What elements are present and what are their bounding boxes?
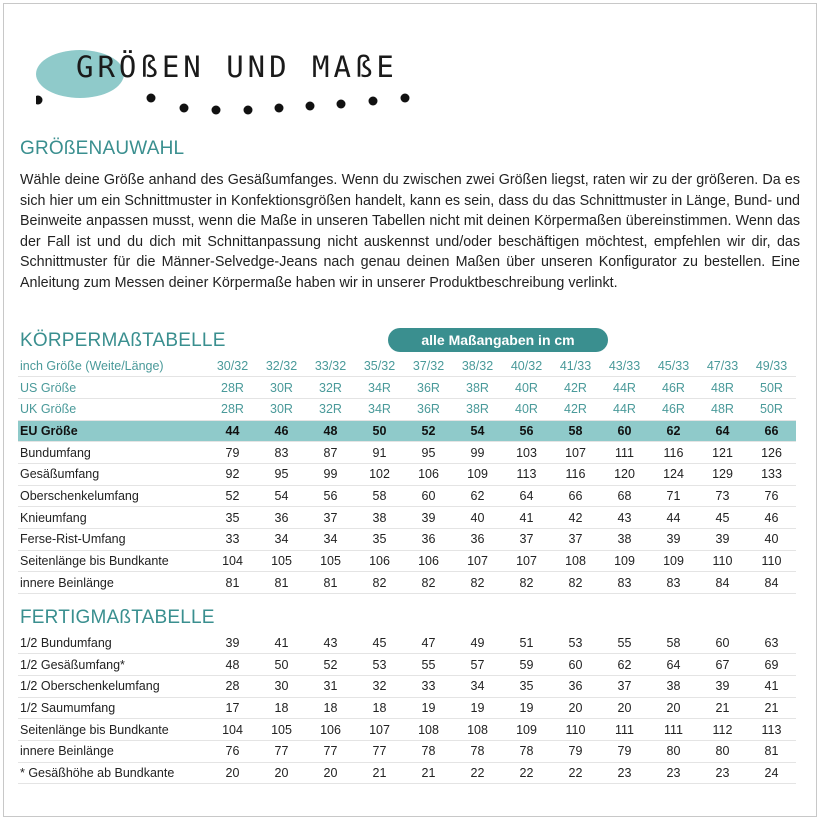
table-cell: 99 [306, 463, 355, 485]
table-cell: 40R [502, 398, 551, 420]
table-cell: 106 [306, 719, 355, 741]
table-cell: 108 [551, 550, 600, 572]
table-cell: 79 [600, 740, 649, 762]
table-cell: 60 [404, 485, 453, 507]
table-cell: 38R [453, 398, 502, 420]
row-label: innere Beinlänge [18, 740, 208, 762]
table-cell: 95 [257, 463, 306, 485]
table-cell: 77 [355, 740, 404, 762]
table-cell: 62 [453, 485, 502, 507]
table-row [18, 485, 796, 507]
table-cell: 60 [600, 420, 649, 442]
body-measurements-table [18, 355, 796, 594]
units-badge: alle Maßangaben in cm [388, 328, 608, 352]
table-cell: 59 [502, 654, 551, 676]
table-cell: 112 [698, 719, 747, 741]
table-cell: 83 [649, 572, 698, 594]
table-row [18, 719, 796, 741]
table-cell: 52 [404, 420, 453, 442]
table-cell: 109 [453, 463, 502, 485]
table-cell: 107 [355, 719, 404, 741]
table-cell: 56 [502, 420, 551, 442]
table-cell: 36 [257, 507, 306, 529]
table-row [18, 572, 796, 594]
table-cell: 39 [404, 507, 453, 529]
table-cell: 31 [306, 675, 355, 697]
table-cell: 30 [257, 675, 306, 697]
table-cell: 40 [453, 507, 502, 529]
table-cell: 68 [600, 485, 649, 507]
table-row [18, 420, 796, 442]
table-cell: 24 [747, 762, 796, 784]
sizing-paragraph: Wähle deine Größe anhand des Gesäßumfanges. Wenn du zwischen zwei Größen liegst, raten wir zu der größeren. Da es sich hier um ein Schnittmuster in Konfektionsgrößen handelt, kann es sein, dass du das Schnittmuster in Länge, Bund- und Beinweite anpassen musst, wenn die Maße in unseren Tabellen nicht mit deinen Körpermaßen übereinstimmen. Wenn das der Fall ist und du dich mit Schnittanpassung nicht auskennst und/oder beschäftigen möchtest, empfehlen wir dir, das Schnittmuster für die Männer-Selvedge-Jeans nach genau deinen Maßen über unseren Konfigurator zu bestellen. Eine Anleitung zum Messen deiner Körpermaße haben wir in unserer Produktbeschreibung verlinkt. [20, 172, 800, 291]
table-cell: 84 [747, 572, 796, 594]
table-cell: 30/32 [208, 355, 257, 377]
table-cell: 34R [355, 398, 404, 420]
row-label: EU Größe [18, 420, 208, 442]
table-cell: 48 [208, 654, 257, 676]
table-cell: 106 [404, 550, 453, 572]
table-cell: 76 [208, 740, 257, 762]
table-cell: 48R [698, 398, 747, 420]
table-cell: 37 [306, 507, 355, 529]
table-cell: 102 [355, 463, 404, 485]
table-row [18, 507, 796, 529]
table-cell: 80 [649, 740, 698, 762]
table-cell: 54 [453, 420, 502, 442]
table-cell: 71 [649, 485, 698, 507]
table-cell: 56 [306, 485, 355, 507]
table-cell: 78 [404, 740, 453, 762]
table-cell: 82 [551, 572, 600, 594]
table-cell: 28 [208, 675, 257, 697]
table-cell: 58 [355, 485, 404, 507]
table-cell: 36R [404, 377, 453, 399]
table-cell: 106 [404, 463, 453, 485]
table-cell: 20 [257, 762, 306, 784]
table-cell: 39 [698, 675, 747, 697]
dot-wave-decoration [36, 38, 416, 118]
table-cell: 80 [698, 740, 747, 762]
table-cell: 39 [649, 529, 698, 551]
table-cell: 50 [257, 654, 306, 676]
table-cell: 129 [698, 463, 747, 485]
table-cell: 36R [404, 398, 453, 420]
table-cell: 40 [747, 529, 796, 551]
table-cell: 52 [208, 485, 257, 507]
row-label: Knieumfang [18, 507, 208, 529]
table-cell: 83 [600, 572, 649, 594]
table-cell: 34 [453, 675, 502, 697]
table-cell: 109 [600, 550, 649, 572]
table-cell: 32/32 [257, 355, 306, 377]
row-label: innere Beinlänge [18, 572, 208, 594]
table-cell: 45 [698, 507, 747, 529]
table-cell: 104 [208, 719, 257, 741]
table-cell: 22 [453, 762, 502, 784]
table-cell: 22 [551, 762, 600, 784]
table-cell: 62 [649, 420, 698, 442]
table-cell: 78 [453, 740, 502, 762]
table-cell: 41/33 [551, 355, 600, 377]
table-cell: 42R [551, 377, 600, 399]
table-cell: 50R [747, 377, 796, 399]
table-cell: 32 [355, 675, 404, 697]
table-cell: 52 [306, 654, 355, 676]
table-cell: 41 [502, 507, 551, 529]
table-cell: 21 [404, 762, 453, 784]
table-cell: 38 [649, 675, 698, 697]
table-cell: 19 [404, 697, 453, 719]
table-cell: 23 [698, 762, 747, 784]
table-cell: 107 [502, 550, 551, 572]
table-cell: 113 [747, 719, 796, 741]
table-cell: 49/33 [747, 355, 796, 377]
table-cell: 99 [453, 442, 502, 464]
table-cell: 77 [306, 740, 355, 762]
table-cell: 92 [208, 463, 257, 485]
table-cell: 110 [698, 550, 747, 572]
table-cell: 21 [698, 697, 747, 719]
table-cell: 33/32 [306, 355, 355, 377]
table-cell: 110 [551, 719, 600, 741]
row-label: Seitenlänge bis Bundkante [18, 550, 208, 572]
table-cell: 44R [600, 377, 649, 399]
table-cell: 48R [698, 377, 747, 399]
table-cell: 64 [502, 485, 551, 507]
table-cell: 62 [600, 654, 649, 676]
table-cell: 55 [600, 632, 649, 654]
table-cell: 78 [502, 740, 551, 762]
table-cell: 40/32 [502, 355, 551, 377]
table-cell: 108 [453, 719, 502, 741]
table-cell: 21 [355, 762, 404, 784]
table-cell: 32R [306, 398, 355, 420]
row-label: 1/2 Bundumfang [18, 632, 208, 654]
table-cell: 39 [208, 632, 257, 654]
table-cell: 20 [306, 762, 355, 784]
row-label: 1/2 Oberschenkelumfang [18, 675, 208, 697]
row-label: * Gesäßhöhe ab Bundkante [18, 762, 208, 784]
table-cell: 48 [306, 420, 355, 442]
table-cell: 105 [257, 719, 306, 741]
table-cell: 21 [747, 697, 796, 719]
table-cell: 108 [404, 719, 453, 741]
table-cell: 82 [355, 572, 404, 594]
table-cell: 33 [208, 529, 257, 551]
table-cell: 41 [747, 675, 796, 697]
table-cell: 39 [698, 529, 747, 551]
table-cell: 33 [404, 675, 453, 697]
table-cell: 18 [306, 697, 355, 719]
table-row [18, 377, 796, 399]
table-cell: 46 [747, 507, 796, 529]
table-cell: 28R [208, 398, 257, 420]
table-cell: 43/33 [600, 355, 649, 377]
table-cell: 82 [404, 572, 453, 594]
table-cell: 63 [747, 632, 796, 654]
table-cell: 64 [698, 420, 747, 442]
table-cell: 95 [404, 442, 453, 464]
table-cell: 57 [453, 654, 502, 676]
table-cell: 42 [551, 507, 600, 529]
table-cell: 83 [257, 442, 306, 464]
table-cell: 38 [600, 529, 649, 551]
table-row [18, 442, 796, 464]
table-cell: 105 [306, 550, 355, 572]
table-cell: 50 [355, 420, 404, 442]
table-cell: 116 [649, 442, 698, 464]
table-cell: 109 [649, 550, 698, 572]
table-row [18, 355, 796, 377]
body-table-heading: KÖRPERMAßTABELLE [20, 330, 226, 351]
table-cell: 50R [747, 398, 796, 420]
row-label: Seitenlänge bis Bundkante [18, 719, 208, 741]
row-label: US Größe [18, 377, 208, 399]
table-cell: 43 [306, 632, 355, 654]
table-cell: 17 [208, 697, 257, 719]
table-cell: 19 [453, 697, 502, 719]
table-cell: 60 [698, 632, 747, 654]
table-cell: 49 [453, 632, 502, 654]
table-cell: 46R [649, 377, 698, 399]
table-cell: 46R [649, 398, 698, 420]
table-cell: 34R [355, 377, 404, 399]
table-cell: 30R [257, 398, 306, 420]
table-cell: 54 [257, 485, 306, 507]
table-cell: 82 [453, 572, 502, 594]
table-row [18, 632, 796, 654]
table-cell: 66 [747, 420, 796, 442]
table-row [18, 762, 796, 784]
table-cell: 38R [453, 377, 502, 399]
table-cell: 91 [355, 442, 404, 464]
table-cell: 79 [551, 740, 600, 762]
header-logo [36, 38, 416, 118]
table-cell: 124 [649, 463, 698, 485]
table-row [18, 675, 796, 697]
table-cell: 73 [698, 485, 747, 507]
table-cell: 69 [747, 654, 796, 676]
table-cell: 20 [649, 697, 698, 719]
table-row [18, 463, 796, 485]
table-cell: 20 [208, 762, 257, 784]
table-cell: 36 [453, 529, 502, 551]
table-cell: 37 [600, 675, 649, 697]
table-cell: 37/32 [404, 355, 453, 377]
table-cell: 28R [208, 377, 257, 399]
row-label: Bundumfang [18, 442, 208, 464]
table-row [18, 740, 796, 762]
table-cell: 53 [551, 632, 600, 654]
finished-table-heading: FERTIGMAßTABELLE [20, 607, 215, 628]
table-cell: 20 [551, 697, 600, 719]
table-cell: 81 [257, 572, 306, 594]
table-cell: 113 [502, 463, 551, 485]
table-cell: 18 [355, 697, 404, 719]
table-cell: 67 [698, 654, 747, 676]
table-cell: 38 [355, 507, 404, 529]
row-label: Ferse-Rist-Umfang [18, 529, 208, 551]
table-cell: 45 [355, 632, 404, 654]
table-cell: 22 [502, 762, 551, 784]
table-cell: 77 [257, 740, 306, 762]
table-cell: 64 [649, 654, 698, 676]
table-cell: 36 [551, 675, 600, 697]
table-cell: 30R [257, 377, 306, 399]
table-cell: 81 [306, 572, 355, 594]
table-cell: 35 [355, 529, 404, 551]
table-cell: 106 [355, 550, 404, 572]
table-cell: 20 [600, 697, 649, 719]
table-cell: 41 [257, 632, 306, 654]
table-cell: 23 [649, 762, 698, 784]
table-cell: 46 [257, 420, 306, 442]
table-cell: 105 [257, 550, 306, 572]
table-cell: 104 [208, 550, 257, 572]
table-cell: 44 [208, 420, 257, 442]
table-cell: 34 [257, 529, 306, 551]
table-cell: 133 [747, 463, 796, 485]
table-cell: 36 [404, 529, 453, 551]
table-cell: 103 [502, 442, 551, 464]
table-cell: 76 [747, 485, 796, 507]
table-cell: 126 [747, 442, 796, 464]
table-cell: 37 [551, 529, 600, 551]
table-cell: 87 [306, 442, 355, 464]
finished-measurements-table [18, 632, 796, 784]
row-label: Gesäßumfang [18, 463, 208, 485]
table-row [18, 529, 796, 551]
table-cell: 107 [551, 442, 600, 464]
table-cell: 116 [551, 463, 600, 485]
table-cell: 19 [502, 697, 551, 719]
table-cell: 37 [502, 529, 551, 551]
table-cell: 107 [453, 550, 502, 572]
sizing-heading: GRÖßENAUWAHL [20, 138, 185, 159]
table-cell: 47 [404, 632, 453, 654]
table-cell: 51 [502, 632, 551, 654]
table-cell: 44R [600, 398, 649, 420]
table-cell: 111 [600, 442, 649, 464]
table-cell: 44 [649, 507, 698, 529]
table-cell: 58 [649, 632, 698, 654]
table-cell: 42R [551, 398, 600, 420]
table-cell: 109 [502, 719, 551, 741]
table-cell: 40R [502, 377, 551, 399]
table-cell: 18 [257, 697, 306, 719]
table-cell: 55 [404, 654, 453, 676]
row-label: 1/2 Gesäßumfang* [18, 654, 208, 676]
table-cell: 47/33 [698, 355, 747, 377]
table-cell: 45/33 [649, 355, 698, 377]
table-cell: 120 [600, 463, 649, 485]
table-cell: 81 [747, 740, 796, 762]
row-label: Oberschenkelumfang [18, 485, 208, 507]
table-cell: 58 [551, 420, 600, 442]
table-cell: 35/32 [355, 355, 404, 377]
page-title: GRÖßEN UND MAßE [76, 50, 398, 84]
table-cell: 32R [306, 377, 355, 399]
table-row [18, 550, 796, 572]
table-cell: 79 [208, 442, 257, 464]
table-cell: 35 [502, 675, 551, 697]
table-cell: 110 [747, 550, 796, 572]
table-cell: 121 [698, 442, 747, 464]
table-cell: 82 [502, 572, 551, 594]
row-label: 1/2 Saumumfang [18, 697, 208, 719]
table-cell: 111 [600, 719, 649, 741]
table-cell: 84 [698, 572, 747, 594]
table-row [18, 697, 796, 719]
table-cell: 43 [600, 507, 649, 529]
table-row [18, 654, 796, 676]
table-cell: 34 [306, 529, 355, 551]
table-cell: 111 [649, 719, 698, 741]
table-cell: 53 [355, 654, 404, 676]
table-cell: 38/32 [453, 355, 502, 377]
table-cell: 60 [551, 654, 600, 676]
table-cell: 23 [600, 762, 649, 784]
table-cell: 66 [551, 485, 600, 507]
table-cell: 81 [208, 572, 257, 594]
table-row [18, 398, 796, 420]
row-label: inch Größe (Weite/Länge) [18, 355, 208, 377]
table-cell: 35 [208, 507, 257, 529]
row-label: UK Größe [18, 398, 208, 420]
